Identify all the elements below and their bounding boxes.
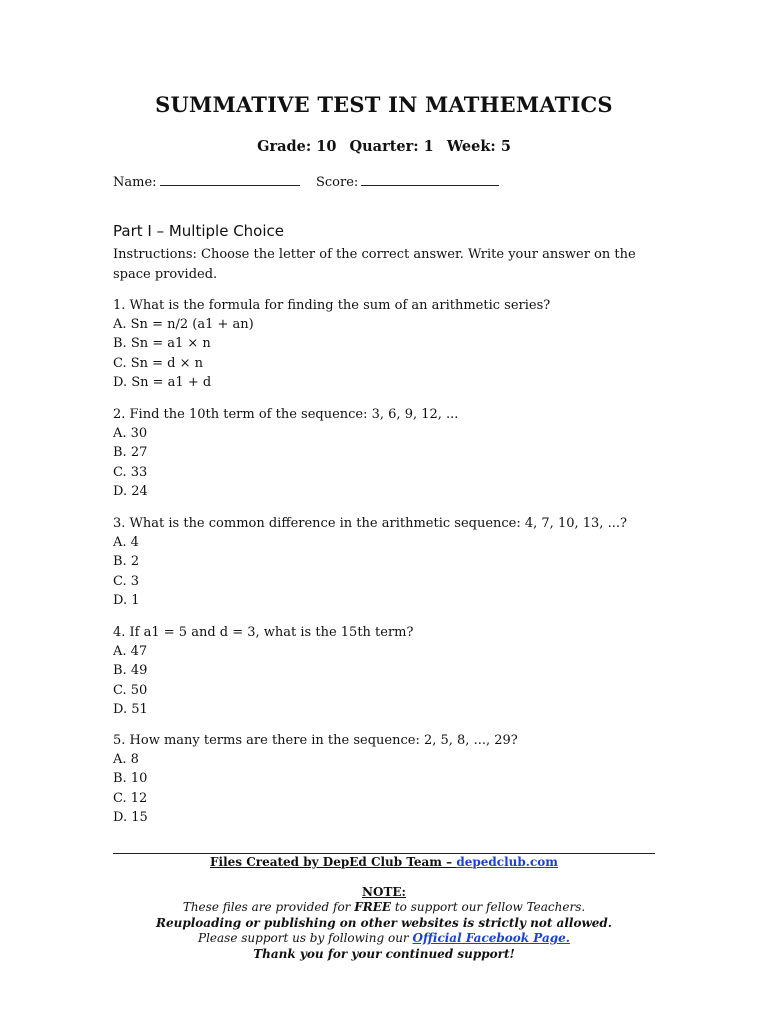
footer-credit [113, 855, 655, 871]
facebook-page-link[interactable]: Official Facebook Page. [412, 931, 570, 945]
choice-a: A. 8 [113, 752, 139, 768]
choice-d: D. 15 [113, 809, 148, 825]
choice-c: C. 3 [113, 573, 140, 589]
choice-d: D. 24 [113, 483, 148, 499]
free-emphasis: FREE [354, 900, 392, 914]
choice-a: A. Sn = n/2 (a1 + an) [113, 317, 254, 333]
choice-b: B. 2 [113, 554, 140, 570]
question-3 [113, 514, 627, 610]
question-2 [113, 405, 458, 501]
choice-a: A. 47 [113, 644, 148, 660]
name-blank [160, 173, 300, 186]
score-blank [361, 173, 499, 186]
question-text: 2. Find the 10th term of the sequence: 3, 6, 9, 12, ... [113, 407, 459, 422]
question-text: 4. If a1 = 5 and d = 3, what is the 15th term? [113, 625, 414, 640]
question-1 [113, 296, 550, 392]
choice-b: B. 27 [113, 445, 148, 461]
quarter-label: Quarter: 1 [349, 138, 434, 155]
score-field [316, 173, 499, 190]
score-label: Score: [316, 175, 359, 190]
note-line-3: Please support us by following our Official Facebook Page. [198, 931, 570, 945]
question-4 [113, 623, 413, 719]
part-heading: Part I – Multiple Choice [113, 222, 284, 240]
note-line-4: Thank you for your continued support! [253, 946, 515, 961]
choice-a: A. 30 [113, 426, 148, 442]
grade-quarter-week [0, 138, 768, 155]
choice-b: B. Sn = a1 × n [113, 336, 211, 352]
instructions: Instructions: Choose the letter of the correct answer. Write your answer on the space provided. [113, 247, 636, 282]
footer-divider [113, 853, 655, 854]
choice-c: C. Sn = d × n [113, 355, 204, 371]
choice-d: D. 1 [113, 592, 140, 608]
note-line-1: These files are provided for FREE to support our fellow Teachers. [182, 900, 586, 914]
choice-b: B. 10 [113, 771, 148, 787]
choice-b: B. 49 [113, 663, 148, 679]
question-text: 5. How many terms are there in the sequence: 2, 5, 8, ..., 29? [113, 733, 518, 748]
depedclub-link[interactable]: depedclub.com [456, 855, 558, 869]
choice-d: D. 51 [113, 701, 148, 717]
week-label: Week: 5 [446, 138, 511, 155]
credit-text: Files Created by DepEd Club Team – [210, 855, 457, 869]
question-text: 1. What is the formula for finding the sum of an arithmetic series? [113, 298, 551, 313]
note-label: NOTE: [362, 885, 406, 899]
note-line-2: Reuploading or publishing on other websites is strictly not allowed. [156, 915, 612, 930]
note-text [113, 900, 655, 962]
name-field [113, 173, 300, 190]
grade-label: Grade: 10 [257, 138, 337, 155]
name-label: Name: [113, 175, 157, 190]
choice-c: C. 12 [113, 790, 148, 806]
choice-c: C. 33 [113, 464, 148, 480]
document-title: SUMMATIVE TEST IN MATHEMATICS [155, 92, 613, 117]
choice-c: C. 50 [113, 682, 148, 698]
question-5 [113, 731, 518, 827]
question-text: 3. What is the common difference in the arithmetic sequence: 4, 7, 10, 13, ...? [113, 516, 627, 531]
choice-d: D. Sn = a1 + d [113, 374, 212, 390]
choice-a: A. 4 [113, 535, 139, 551]
